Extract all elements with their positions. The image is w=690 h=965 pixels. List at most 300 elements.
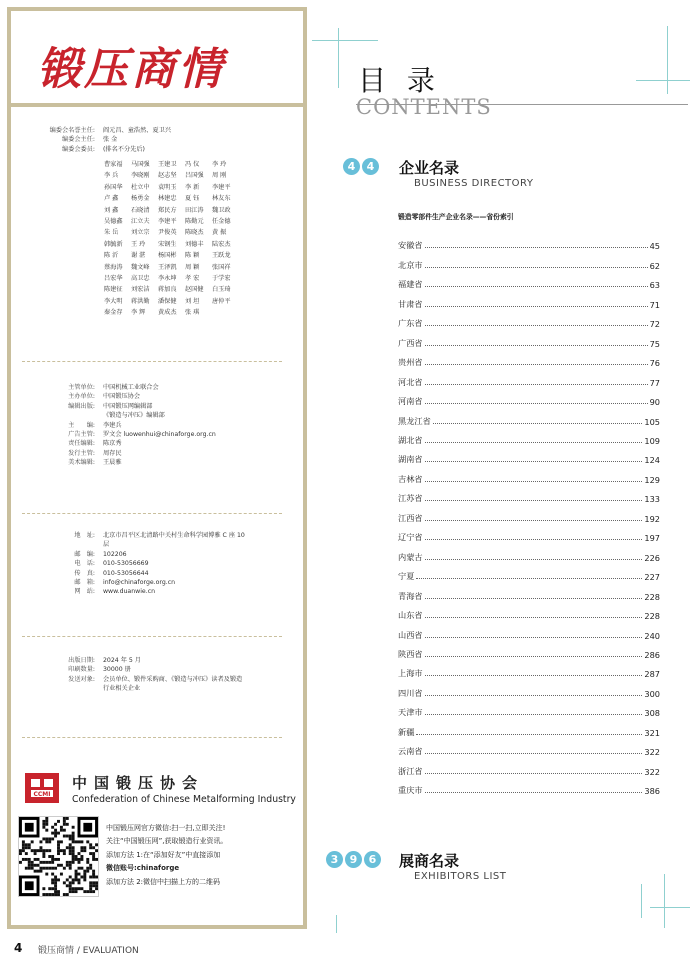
toc-page-number: 227	[644, 572, 660, 583]
toc-page-number: 71	[649, 299, 660, 310]
committee-member: 张国祥	[212, 263, 231, 271]
toc-leader	[425, 559, 643, 560]
committee-member: 宋钢生	[158, 240, 177, 248]
toc-leader	[416, 578, 642, 579]
info-row	[7, 656, 299, 665]
committee-member	[239, 182, 266, 193]
committee-member: 唐仲平	[212, 297, 231, 305]
committee-member: 刘立宗	[131, 229, 150, 237]
toc-entry[interactable]	[398, 602, 660, 621]
divider	[22, 361, 282, 362]
section-title-cn[interactable]: 企业名录	[399, 159, 460, 177]
toc-entry[interactable]	[398, 310, 660, 329]
province-index	[398, 232, 660, 796]
committee-member	[239, 296, 266, 307]
masthead-box	[11, 11, 303, 107]
toc-entry[interactable]	[398, 524, 660, 543]
toc-province: 黑龙江省	[398, 415, 431, 426]
page-number: 4	[14, 941, 23, 955]
info-label: 印刷数量:	[68, 666, 95, 674]
toc-page-number: 322	[644, 747, 660, 758]
toc-page-number: 90	[649, 397, 660, 408]
info-label	[7, 540, 103, 549]
publishing-info	[7, 383, 299, 468]
toc-entry[interactable]	[398, 699, 660, 718]
info-value: 王晨雅	[103, 459, 122, 467]
toc-page-number: 308	[644, 708, 660, 719]
toc-entry[interactable]	[398, 504, 660, 523]
masthead-title: 锻压商情	[37, 44, 225, 95]
toc-province: 辽宁省	[398, 532, 423, 543]
toc-province: 吉林省	[398, 473, 423, 484]
committee-member	[239, 262, 266, 273]
toc-province: 湖北省	[398, 434, 423, 445]
committee-member: 王跃龙	[212, 252, 231, 260]
toc-province: 河北省	[398, 376, 423, 387]
info-value: 010-53056644	[103, 569, 149, 577]
section-title-en: BUSINESS DIRECTORY	[414, 178, 534, 189]
toc-leader	[425, 442, 643, 443]
toc-page-number: 192	[644, 513, 660, 524]
divider	[22, 636, 282, 637]
toc-province: 山东省	[398, 610, 423, 621]
toc-province: 山西省	[398, 629, 423, 640]
info-row	[7, 559, 299, 568]
committee-member: 马国强	[131, 161, 150, 168]
committee-member: 秦金存	[104, 309, 123, 317]
committee-member	[239, 239, 266, 250]
section-page-badge: 4 4	[343, 158, 379, 175]
toc-leader	[425, 617, 643, 618]
info-label: 美术编辑:	[68, 459, 95, 467]
info-row	[7, 458, 299, 467]
toc-page-number: 228	[644, 591, 660, 602]
committee-member	[239, 284, 266, 295]
toc-leader	[425, 461, 643, 462]
committee-member: 杨勇金	[131, 195, 150, 203]
toc-page-number: 286	[644, 649, 660, 660]
committee-member: 任金德	[212, 218, 231, 226]
info-value: 北京市昌平区北清路中关村生命科学园博雅 C 座 10	[103, 532, 245, 539]
qr-line: 微信账号:chinaforge	[106, 864, 180, 873]
info-value: www.duanwie.cn	[103, 588, 156, 596]
info-value: 中国锻压网编辑部	[103, 402, 153, 410]
info-row	[7, 587, 299, 596]
info-row	[7, 411, 299, 420]
info-label	[7, 411, 103, 420]
committee-member: 魏卫政	[212, 206, 231, 214]
info-row	[7, 578, 299, 587]
toc-page-number: 322	[644, 766, 660, 777]
committee-member: 石晓清	[131, 206, 150, 214]
toc-province: 江苏省	[398, 493, 423, 504]
committee-member: 杜立中	[131, 183, 150, 191]
committee-member: 孝 宏	[185, 275, 200, 283]
qr-code-icon[interactable]	[18, 816, 99, 897]
toc-leader	[425, 247, 648, 248]
editorial-row: 编委会名誉主任: 阎元昌、童浩然、夏卫兴	[49, 127, 172, 134]
info-label: 责任编辑:	[68, 440, 95, 448]
info-value: 中国锻压协会	[103, 393, 141, 401]
divider	[22, 737, 282, 738]
toc-leader	[425, 520, 643, 521]
committee-member: 王 玲	[131, 240, 146, 248]
committee-member: 蒋加良	[158, 286, 177, 294]
info-value: 层	[103, 541, 110, 549]
committee-member: 田江涛	[185, 206, 204, 214]
svg-text:CCMI: CCMI	[33, 791, 51, 798]
info-value: 《锻造与冲压》编辑部	[103, 412, 165, 420]
toc-page-number: 129	[644, 474, 660, 485]
toc-leader	[425, 695, 643, 696]
wechat-instructions	[106, 822, 292, 889]
committee-member: 林友东	[212, 195, 231, 203]
toc-province: 湖南省	[398, 454, 423, 465]
editorial-row: 编委会委员: (排名不分先后)	[61, 145, 145, 153]
qr-line: 添加方法 1:在“添加好友”中直接添加	[106, 850, 221, 859]
committee-member	[239, 227, 266, 238]
committee-member: 夏 钰	[185, 195, 200, 203]
toc-entry[interactable]	[398, 251, 660, 270]
info-value: 中国机械工业联合会	[103, 384, 159, 391]
toc-leader	[425, 714, 643, 715]
contents-title-en: CONTENTS	[356, 95, 492, 119]
info-value: 周存民	[103, 449, 122, 457]
committee-member: 尹俊英	[158, 229, 177, 237]
toc-leader	[425, 403, 648, 404]
toc-entry[interactable]	[398, 368, 660, 387]
deco-line	[312, 40, 378, 41]
committee-member: 王建卫	[158, 161, 177, 168]
committee-member: 陈建征	[104, 286, 123, 294]
toc-leader	[425, 500, 643, 501]
committee-member: 刘宏洁	[131, 286, 150, 294]
toc-leader	[425, 656, 643, 657]
toc-page-number: 300	[644, 688, 660, 699]
committee-member: 吕宏华	[104, 275, 123, 283]
committee-member: 李 玲	[212, 161, 227, 168]
info-value: 李建兵	[103, 421, 122, 429]
association-name-cn: 中国锻压协会	[72, 774, 205, 792]
committee-member: 赵志坚	[158, 172, 177, 180]
toc-page-number: 226	[644, 552, 660, 563]
toc-page-number: 133	[644, 494, 660, 505]
toc-province: 江西省	[398, 512, 423, 523]
committee-member: 高卫忠	[131, 275, 150, 283]
info-row	[7, 540, 299, 549]
info-label: 邮 编:	[74, 550, 95, 558]
toc-entry[interactable]	[398, 407, 660, 426]
toc-page-number: 45	[649, 241, 660, 252]
toc-entry[interactable]	[398, 621, 660, 640]
toc-province: 河南省	[398, 396, 423, 407]
association-logo-icon	[21, 769, 63, 807]
toc-entry[interactable]	[398, 582, 660, 601]
deco-line	[664, 874, 665, 928]
committee-member	[212, 307, 239, 318]
info-value: 行业相关企业	[103, 685, 141, 693]
toc-province: 云南省	[398, 746, 423, 757]
committee-member: 黄成杰	[158, 309, 177, 317]
committee-member: 李建平	[212, 183, 231, 191]
info-value: 2024 年 5 月	[103, 657, 141, 664]
section-title-en: EXHIBITORS LIST	[414, 871, 507, 882]
committee-member: 李建平	[158, 218, 177, 226]
committee-member: 陆宏杰	[212, 240, 231, 248]
toc-province: 重庆市	[398, 785, 423, 796]
toc-page-number: 105	[644, 416, 660, 427]
qr-line: 关注“中国锻压网”,获取锻造行业资讯。	[106, 837, 228, 846]
toc-page-number: 72	[649, 319, 660, 330]
toc-province: 安徽省	[398, 240, 423, 251]
toc-leader	[425, 306, 648, 307]
committee-member: 曹家福	[104, 161, 123, 168]
contents-title-cn: 目 录	[358, 64, 441, 97]
toc-entry[interactable]	[398, 446, 660, 465]
toc-entry[interactable]	[398, 641, 660, 660]
info-row	[7, 675, 299, 684]
info-row	[7, 439, 299, 448]
toc-province: 北京市	[398, 259, 423, 270]
section-page-badge: 3 9 6	[326, 851, 381, 868]
committee-member: 魏文峰	[131, 263, 150, 271]
committee-member: 李 辉	[131, 309, 146, 317]
committee-member: 江立夫	[131, 218, 150, 226]
info-row	[7, 392, 299, 401]
toc-page-number: 321	[644, 727, 660, 738]
toc-entry[interactable]	[398, 329, 660, 348]
committee-member: 吕国强	[185, 172, 204, 180]
toc-province: 广东省	[398, 318, 423, 329]
info-label: 主 编:	[68, 421, 95, 429]
toc-leader	[433, 423, 643, 424]
toc-leader	[425, 637, 643, 638]
info-row	[7, 550, 299, 559]
toc-leader	[425, 773, 643, 774]
toc-entry[interactable]	[398, 290, 660, 309]
toc-leader	[425, 792, 643, 793]
toc-leader	[425, 384, 648, 385]
info-row	[7, 449, 299, 458]
toc-province: 福建省	[398, 279, 423, 290]
info-row	[7, 665, 299, 674]
editorial-committee	[7, 126, 299, 154]
committee-member: 卢 鑫	[104, 195, 119, 203]
toc-page-number: 109	[644, 435, 660, 446]
toc-page-number: 75	[649, 338, 660, 349]
info-label: 主管单位:	[68, 384, 95, 391]
deco-line	[636, 80, 690, 81]
committee-member: 黄 振	[212, 229, 227, 237]
info-value: 30000 册	[103, 666, 131, 674]
committee-member	[239, 273, 266, 284]
info-row	[7, 402, 299, 411]
info-row	[7, 684, 299, 693]
toc-entry[interactable]	[398, 660, 660, 679]
toc-province: 上海市	[398, 668, 423, 679]
info-row	[7, 531, 299, 540]
toc-province: 浙江省	[398, 765, 423, 776]
committee-member: 刘德丰	[185, 240, 204, 248]
toc-entry[interactable]	[398, 679, 660, 698]
toc-entry[interactable]	[398, 563, 660, 582]
info-row	[7, 569, 299, 578]
info-row	[7, 430, 299, 439]
toc-province: 内蒙古	[398, 551, 423, 562]
toc-province: 青海省	[398, 590, 423, 601]
committee-member: 刘 鑫	[104, 206, 119, 214]
issue-info	[7, 656, 299, 694]
toc-leader	[425, 345, 648, 346]
info-value: info@chinaforge.org.cn	[103, 579, 176, 587]
footer-text: 锻压商情 / EVALUATION	[38, 946, 139, 956]
toc-page-number: 124	[644, 455, 660, 466]
committee-member: 袁明玉	[158, 183, 177, 191]
toc-entry[interactable]	[398, 388, 660, 407]
committee-member: 陈 沂	[104, 252, 119, 260]
toc-leader	[425, 481, 643, 482]
committee-member	[239, 170, 266, 181]
committee-member	[239, 216, 266, 227]
committee-member: 李 新	[185, 183, 200, 191]
toc-province: 四川省	[398, 687, 423, 698]
association-name-en: Confederation of Chinese Metalforming Industry	[72, 794, 296, 805]
toc-leader	[425, 267, 648, 268]
toc-leader	[425, 675, 643, 676]
committee-member: 赵国健	[185, 286, 204, 294]
toc-leader	[425, 598, 643, 599]
toc-leader	[416, 734, 642, 735]
toc-entry[interactable]	[398, 271, 660, 290]
toc-entry[interactable]	[398, 543, 660, 562]
committee-member: 李大明	[104, 297, 123, 305]
toc-leader	[425, 539, 643, 540]
committee-member: 陈晓杰	[185, 229, 204, 237]
info-value: 102206	[103, 550, 127, 558]
committee-member: 郑民方	[158, 206, 177, 214]
info-value: 陈京秀	[103, 440, 122, 448]
toc-leader	[425, 286, 648, 287]
committee-member: 杨国彬	[158, 252, 177, 260]
qr-line: 中国锻压网官方微信:扫一扫,立即关注!	[106, 824, 226, 832]
committee-member	[239, 307, 266, 318]
toc-entry[interactable]	[398, 738, 660, 757]
info-label: 传 真:	[74, 569, 95, 577]
info-label: 发送对象:	[68, 675, 95, 683]
committee-member: 谢 湛	[131, 252, 146, 260]
toc-province: 天津市	[398, 707, 423, 718]
committee-member: 李永坤	[158, 275, 177, 283]
committee-member: 蔡海涛	[104, 263, 123, 271]
qr-line: 添加方法 2:微信中扫描上方的二维码	[106, 877, 221, 886]
toc-page-number: 62	[649, 260, 660, 271]
toc-page-number: 240	[644, 630, 660, 641]
toc-entry[interactable]	[398, 465, 660, 484]
toc-page-number: 76	[649, 358, 660, 369]
toc-leader	[425, 753, 643, 754]
committee-member: 蒋洪勤	[131, 297, 150, 305]
committee-member: 韩毓新	[104, 240, 123, 248]
committee-member: 周 颖	[185, 263, 200, 271]
info-value: 010-53056669	[103, 560, 149, 568]
toc-entry[interactable]	[398, 232, 660, 251]
info-value: 罗文会 luowenhui@chinaforge.org.cn	[103, 431, 216, 439]
section-title-cn[interactable]: 展商名录	[399, 852, 460, 870]
deco-line	[336, 915, 337, 933]
committee-member: 白玉琦	[212, 286, 231, 294]
committee-member: 林建忠	[158, 195, 177, 203]
committee-member	[239, 250, 266, 261]
committee-member: 王泽凯	[158, 263, 177, 271]
toc-entry[interactable]	[398, 718, 660, 737]
committee-member: 周 刚	[212, 172, 227, 180]
toc-province: 甘肃省	[398, 298, 423, 309]
info-value: 会员单位、锻件采购商、《锻造与冲压》读者及锻造	[103, 675, 243, 683]
info-label: 地 址:	[74, 532, 95, 539]
deco-line	[338, 28, 339, 88]
deco-line	[667, 26, 668, 94]
info-label	[7, 684, 103, 693]
toc-page-number: 77	[649, 377, 660, 388]
toc-entry[interactable]	[398, 485, 660, 504]
editorial-row: 编委会主任: 张 金	[61, 136, 118, 144]
contact-info	[7, 531, 299, 597]
toc-province: 广西省	[398, 337, 423, 348]
info-label: 编辑出版:	[68, 402, 95, 410]
info-label: 出版日期:	[68, 657, 95, 664]
committee-member: 李晓刚	[131, 172, 150, 180]
info-label: 发行主管:	[68, 449, 95, 457]
committee-member	[239, 205, 266, 216]
committee-member: 潘保健	[158, 297, 177, 305]
committee-member: 李 兵	[104, 172, 119, 180]
committee-member	[239, 193, 266, 204]
toc-province: 贵州省	[398, 357, 423, 368]
toc-leader	[425, 325, 648, 326]
committee-member: 吴德鑫	[104, 218, 123, 226]
toc-entry[interactable]	[398, 349, 660, 368]
committee-member	[239, 159, 266, 170]
toc-entry[interactable]	[398, 427, 660, 446]
committee-member: 孙国华	[104, 183, 123, 191]
committee-member: 冯 仪	[185, 161, 200, 168]
toc-province: 陕西省	[398, 648, 423, 659]
committee-members-list	[104, 159, 266, 319]
deco-line	[641, 884, 642, 918]
toc-page-number: 386	[644, 786, 660, 797]
index-title: 锻造零部件生产企业名录——省份索引	[398, 213, 514, 221]
toc-entry[interactable]	[398, 757, 660, 776]
committee-member: 陈勤元	[185, 218, 204, 226]
toc-province: 宁夏	[398, 571, 415, 582]
committee-member: 陈 颖	[185, 252, 200, 260]
committee-member: 刘 坦	[185, 297, 200, 305]
committee-member: 于学宏	[212, 275, 231, 283]
toc-leader	[425, 364, 648, 365]
info-label: 广告主管:	[68, 431, 95, 439]
info-label: 网 站:	[74, 588, 95, 596]
info-label: 电 话:	[74, 560, 95, 568]
info-row	[7, 421, 299, 430]
info-label: 主办单位:	[68, 393, 95, 401]
divider	[22, 513, 282, 514]
toc-province: 新疆	[398, 726, 415, 737]
info-row	[7, 383, 299, 392]
toc-entry[interactable]	[398, 777, 660, 796]
toc-page-number: 287	[644, 669, 660, 680]
deco-line	[650, 907, 690, 908]
committee-member: 朱 岳	[104, 229, 119, 237]
